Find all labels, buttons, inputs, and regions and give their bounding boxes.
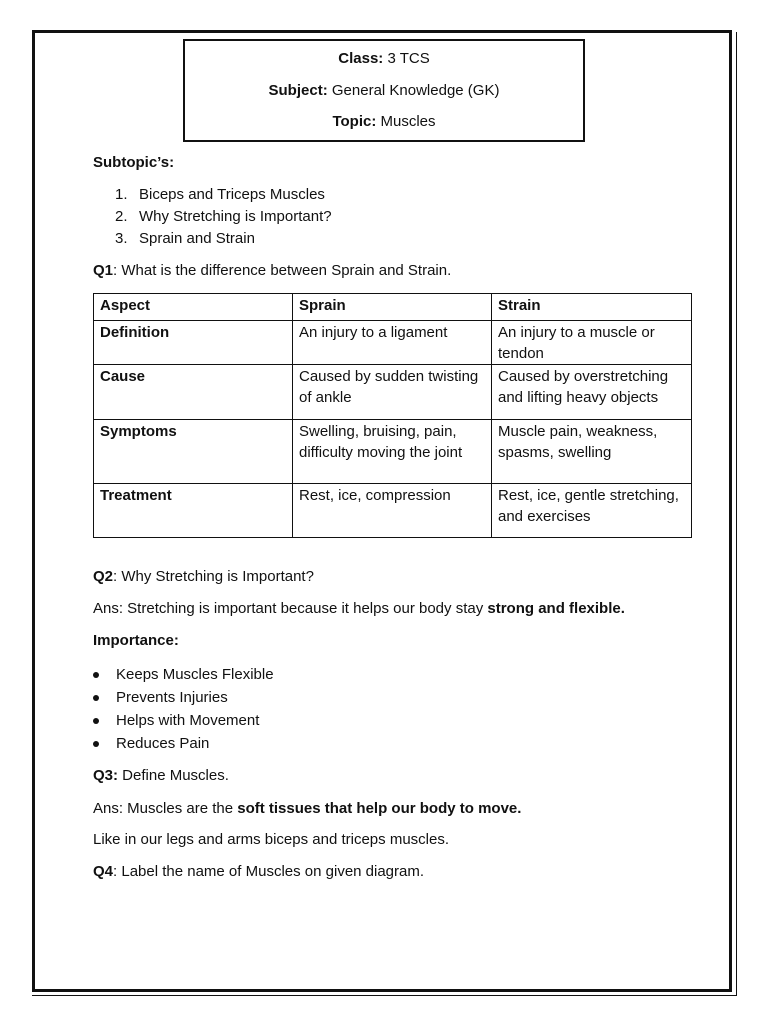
sprain-strain-table: [93, 293, 692, 538]
table-row: [94, 484, 692, 538]
subtopic-number: 3.: [115, 230, 128, 247]
q1-question: [93, 261, 451, 281]
class-value: 3 TCS: [387, 50, 430, 67]
table-cell-aspect: Definition: [94, 321, 293, 365]
topic-value: Muscles: [380, 113, 436, 130]
q4-question: [93, 862, 424, 882]
topic-line: [185, 113, 583, 131]
class-line: [185, 50, 583, 68]
table-cell-strain: Rest, ice, gentle stretching, and exercises: [492, 484, 692, 538]
subtopic-text: Sprain and Strain: [139, 230, 255, 247]
subtopics-heading: Subtopic’s:: [93, 154, 175, 171]
bullet-text: Prevents Injuries: [116, 689, 228, 706]
page-border-shadow-right: [736, 32, 737, 996]
q4-label: Q4: [93, 863, 114, 880]
q2-label: Q2: [93, 568, 114, 585]
subtopic-number: 1.: [115, 186, 128, 203]
q1-label: Q1: [93, 262, 114, 279]
bullet-dot-icon: [93, 672, 99, 678]
table-cell-strain: Caused by overstretching and lifting heavy objects: [492, 365, 692, 420]
table-cell-sprain: Caused by sudden twisting of ankle: [293, 365, 492, 420]
q2-text: : Why Stretching is Important?: [113, 568, 314, 585]
table-cell-strain: An injury to a muscle or tendon: [492, 321, 692, 365]
subtopic-number: 2.: [115, 208, 128, 225]
table-row: [94, 420, 692, 484]
page-border-shadow-bottom: [32, 995, 736, 996]
table-cell-sprain: Swelling, bruising, pain, difficulty moving the joint: [293, 420, 492, 484]
table-header-sprain: Sprain: [293, 294, 492, 321]
q3-answer-text: Ans: Muscles are the: [93, 800, 238, 817]
subject-label: Subject:: [268, 82, 328, 99]
table-cell-aspect: Symptoms: [94, 420, 293, 484]
subject-line: [185, 82, 583, 100]
topic-label: Topic:: [332, 113, 377, 130]
header-box: [183, 39, 585, 142]
table-cell-sprain: An injury to a ligament: [293, 321, 492, 365]
importance-heading: Importance:: [93, 632, 179, 649]
q2-answer-bold: strong and flexible.: [487, 600, 625, 617]
bullet-text: Reduces Pain: [116, 735, 210, 752]
subtopic-text: Why Stretching is Important?: [139, 208, 332, 225]
q3-question: [93, 766, 229, 786]
bullet-dot-icon: [93, 695, 99, 701]
q3-answer: [93, 799, 521, 819]
q2-question: [93, 567, 314, 587]
bullet-dot-icon: [93, 741, 99, 747]
q3-label: Q3:: [93, 767, 119, 784]
q4-text: : Label the name of Muscles on given diagram.: [113, 863, 425, 880]
table-header-aspect: Aspect: [94, 294, 293, 321]
table-header-strain: Strain: [492, 294, 692, 321]
class-label: Class:: [338, 50, 384, 67]
q3-extra: Like in our legs and arms biceps and triceps muscles.: [93, 831, 450, 848]
subtopic-text: Biceps and Triceps Muscles: [139, 186, 325, 203]
table-row: [94, 365, 692, 420]
table-cell-strain: Muscle pain, weakness, spasms, swelling: [492, 420, 692, 484]
q3-text: Define Muscles.: [118, 767, 229, 784]
bullet-dot-icon: [93, 718, 99, 724]
bullet-text: Keeps Muscles Flexible: [116, 666, 274, 683]
q2-answer-text: Ans: Stretching is important because it helps our body stay: [93, 600, 488, 617]
q2-answer: [93, 599, 625, 619]
bullet-text: Helps with Movement: [116, 712, 260, 729]
table-row: [94, 321, 692, 365]
q1-text: : What is the difference between Sprain and Strain.: [113, 262, 452, 279]
table-header-row: [94, 294, 692, 321]
table-cell-aspect: Cause: [94, 365, 293, 420]
q3-answer-bold: soft tissues that help our body to move.: [237, 800, 522, 817]
subject-value: General Knowledge (GK): [331, 82, 500, 99]
table-cell-aspect: Treatment: [94, 484, 293, 538]
table-cell-sprain: Rest, ice, compression: [293, 484, 492, 538]
